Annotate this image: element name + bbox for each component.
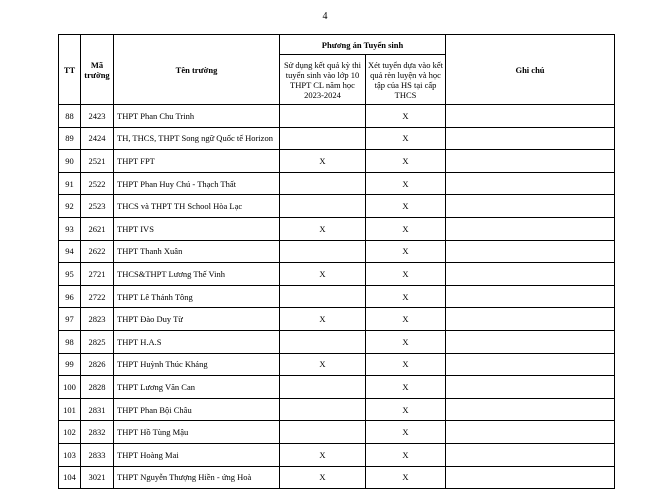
row-ghi-chu — [446, 443, 615, 466]
row-ma-truong: 2831 — [81, 398, 114, 421]
row-ghi-chu — [446, 127, 615, 150]
row-exam-result-mark: X — [280, 466, 366, 489]
row-transcript-mark: X — [366, 217, 446, 240]
row-ghi-chu — [446, 308, 615, 331]
row-ten-truong: THPT Phan Bội Châu — [114, 398, 280, 421]
row-exam-result-mark — [280, 285, 366, 308]
header-ghi-chu: Ghi chú — [446, 35, 615, 105]
row-ma-truong: 2523 — [81, 195, 114, 218]
row-tt: 99 — [59, 353, 81, 376]
table-row — [59, 127, 615, 150]
row-ghi-chu — [446, 421, 615, 444]
row-ghi-chu — [446, 398, 615, 421]
row-exam-result-mark — [280, 421, 366, 444]
admissions-table — [58, 34, 615, 489]
row-ma-truong: 2621 — [81, 217, 114, 240]
row-tt: 102 — [59, 421, 81, 444]
header-tt: TT — [59, 35, 81, 105]
row-tt: 98 — [59, 330, 81, 353]
row-ghi-chu — [446, 105, 615, 128]
row-ghi-chu — [446, 263, 615, 286]
row-transcript-mark: X — [366, 285, 446, 308]
table-row — [59, 217, 615, 240]
row-exam-result-mark: X — [280, 353, 366, 376]
table-row — [59, 376, 615, 399]
row-exam-result-mark — [280, 240, 366, 263]
table-header — [59, 35, 615, 105]
row-ma-truong: 2832 — [81, 421, 114, 444]
row-ten-truong: THPT Nguyễn Thượng Hiền - ứng Hoà — [114, 466, 280, 489]
row-exam-result-mark — [280, 398, 366, 421]
row-ma-truong: 2825 — [81, 330, 114, 353]
table-row — [59, 105, 615, 128]
row-transcript-mark: X — [366, 240, 446, 263]
row-transcript-mark: X — [366, 308, 446, 331]
row-exam-result-mark — [280, 127, 366, 150]
row-transcript-mark: X — [366, 330, 446, 353]
row-exam-result-mark: X — [280, 150, 366, 173]
row-tt: 95 — [59, 263, 81, 286]
row-tt: 89 — [59, 127, 81, 150]
row-ma-truong: 2828 — [81, 376, 114, 399]
row-ma-truong: 2521 — [81, 150, 114, 173]
table-row — [59, 172, 615, 195]
row-ten-truong: THPT Thanh Xuân — [114, 240, 280, 263]
row-exam-result-mark: X — [280, 263, 366, 286]
row-ten-truong: TH, THCS, THPT Song ngữ Quốc tế Horizon — [114, 127, 280, 150]
row-transcript-mark: X — [366, 376, 446, 399]
row-exam-result-mark — [280, 172, 366, 195]
row-ten-truong: THCS và THPT TH School Hòa Lạc — [114, 195, 280, 218]
table-row — [59, 195, 615, 218]
table-row — [59, 353, 615, 376]
row-transcript-mark: X — [366, 263, 446, 286]
row-ten-truong: THCS&THPT Lương Thế Vinh — [114, 263, 280, 286]
row-ma-truong: 2424 — [81, 127, 114, 150]
table-row — [59, 443, 615, 466]
table-row — [59, 150, 615, 173]
row-tt: 101 — [59, 398, 81, 421]
row-ghi-chu — [446, 376, 615, 399]
row-ghi-chu — [446, 330, 615, 353]
table-row — [59, 466, 615, 489]
row-ghi-chu — [446, 217, 615, 240]
row-ten-truong: THPT Phan Chu Trinh — [114, 105, 280, 128]
row-transcript-mark: X — [366, 172, 446, 195]
table-row — [59, 421, 615, 444]
row-tt: 90 — [59, 150, 81, 173]
row-tt: 104 — [59, 466, 81, 489]
row-ten-truong: THPT Huỳnh Thúc Kháng — [114, 353, 280, 376]
table-row — [59, 308, 615, 331]
row-exam-result-mark — [280, 330, 366, 353]
row-ten-truong: THPT H.A.S — [114, 330, 280, 353]
row-ten-truong: THPT Phan Huy Chú - Thạch Thất — [114, 172, 280, 195]
row-transcript-mark: X — [366, 195, 446, 218]
row-transcript-mark: X — [366, 466, 446, 489]
row-ma-truong: 2833 — [81, 443, 114, 466]
row-transcript-mark: X — [366, 421, 446, 444]
row-exam-result-mark: X — [280, 308, 366, 331]
row-transcript-mark: X — [366, 443, 446, 466]
row-tt: 88 — [59, 105, 81, 128]
row-tt: 100 — [59, 376, 81, 399]
row-exam-result-mark — [280, 105, 366, 128]
row-ghi-chu — [446, 240, 615, 263]
row-ghi-chu — [446, 466, 615, 489]
row-transcript-mark: X — [366, 353, 446, 376]
row-ten-truong: THPT Lê Thánh Tông — [114, 285, 280, 308]
row-transcript-mark: X — [366, 105, 446, 128]
row-transcript-mark: X — [366, 398, 446, 421]
header-col-transcript: Xét tuyển dựa vào kết quả rèn luyện và học tập của HS tại cấp THCS — [366, 55, 446, 105]
header-phuong-an: Phương án Tuyển sinh — [280, 35, 446, 55]
row-ghi-chu — [446, 150, 615, 173]
row-tt: 91 — [59, 172, 81, 195]
row-ghi-chu — [446, 285, 615, 308]
row-tt: 93 — [59, 217, 81, 240]
row-tt: 92 — [59, 195, 81, 218]
table-row — [59, 263, 615, 286]
row-ma-truong: 3021 — [81, 466, 114, 489]
table-row — [59, 285, 615, 308]
row-ten-truong: THPT Đào Duy Từ — [114, 308, 280, 331]
row-ten-truong: THPT IVS — [114, 217, 280, 240]
row-exam-result-mark — [280, 376, 366, 399]
row-exam-result-mark — [280, 195, 366, 218]
row-ma-truong: 2721 — [81, 263, 114, 286]
row-ma-truong: 2522 — [81, 172, 114, 195]
row-tt: 103 — [59, 443, 81, 466]
row-ghi-chu — [446, 195, 615, 218]
row-ten-truong: THPT Hoàng Mai — [114, 443, 280, 466]
row-ma-truong: 2722 — [81, 285, 114, 308]
row-exam-result-mark: X — [280, 443, 366, 466]
row-ma-truong: 2826 — [81, 353, 114, 376]
row-transcript-mark: X — [366, 150, 446, 173]
header-ten-truong: Tên trường — [114, 35, 280, 105]
row-tt: 97 — [59, 308, 81, 331]
row-ten-truong: THPT Hồ Tùng Mậu — [114, 421, 280, 444]
row-tt: 96 — [59, 285, 81, 308]
table-row — [59, 398, 615, 421]
row-ma-truong: 2622 — [81, 240, 114, 263]
header-ma-truong: Mã trường — [81, 35, 114, 105]
row-ten-truong: THPT Lương Văn Can — [114, 376, 280, 399]
row-transcript-mark: X — [366, 127, 446, 150]
table-row — [59, 240, 615, 263]
row-ten-truong: THPT FPT — [114, 150, 280, 173]
header-col-exam-result: Sử dụng kết quả kỳ thi tuyển sinh vào lớp 10 THPT CL năm học 2023-2024 — [280, 55, 366, 105]
table-row — [59, 330, 615, 353]
row-ghi-chu — [446, 172, 615, 195]
row-ma-truong: 2423 — [81, 105, 114, 128]
page-number: 4 — [322, 11, 328, 22]
table-body — [59, 105, 615, 489]
row-tt: 94 — [59, 240, 81, 263]
row-exam-result-mark: X — [280, 217, 366, 240]
row-ghi-chu — [446, 353, 615, 376]
row-ma-truong: 2823 — [81, 308, 114, 331]
